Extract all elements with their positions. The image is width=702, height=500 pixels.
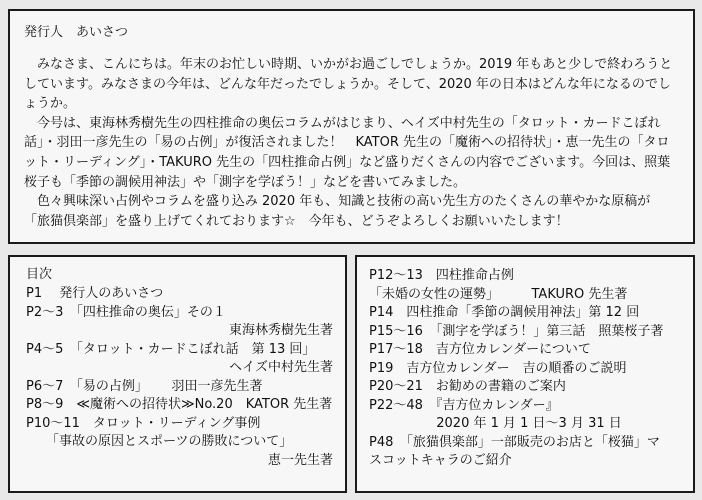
toc-entry: P22～48 『吉方位カレンダー』 (369, 397, 559, 413)
toc-entry: P14 四柱推命「季節の調候用神法」第 12 回 (369, 305, 640, 320)
toc-author: ヘイズ中村先生著 (229, 360, 333, 375)
toc-author: 東海林秀樹先生著 (228, 323, 333, 338)
toc-right-box (355, 255, 695, 493)
toc-left-box (8, 255, 347, 493)
toc-entry: P8～9 ≪魔術への招待状≫No.20 KATOR 先生著 (26, 397, 333, 412)
greeting-paragraph: 今号は、東海林秀樹先生の四柱推命の奥伝コラムがはじまり、ヘイズ中村先生の「タロット・カードこぼれ話」・羽田一彦先生の「易の占例」が復活されました！ KATOR 先生の「魔術への招待状」・恵一先生の「タロット・リーディング」・TAKURO 先生の「四柱推命占例」など盛りだくさんの内容でございます。今回は、照葉桜子も「季節の調候用神法」や「測字を学ぼう！」などを書いてみました。 (24, 115, 671, 190)
toc-entry: 「未婚の女性の運勢」 TAKURO 先生著 (369, 286, 628, 302)
toc-entry: P1 発行人のあいさつ (26, 286, 164, 301)
greeting-box (8, 9, 695, 244)
toc-entry: P15～16 「測字を学ぼう！」第三話 照葉桜子著 (369, 323, 664, 339)
toc-entry: 「事故の原因とスポーツの勝敗について」 (46, 434, 293, 449)
toc-author: 恵一先生著 (267, 452, 333, 468)
toc-entry: スコットキャラのご紹介 (369, 453, 512, 468)
greeting-paragraph: 色々興味深い占例やコラムを盛り込み 2020 年も、知識と技術の高い先生方のたくさんの華やかな原稿が「旅猫倶楽部」を盛り上げてくれております☆ 今年も、どうぞよろしくお願いいたします！ (24, 194, 651, 229)
toc-entry: P19 吉方位カレンダー 吉の順番のご説明 (369, 360, 627, 376)
toc-entry: P12～13 四柱推命占例 (369, 268, 514, 283)
toc-entry: 2020 年 1 月 1 日～3 月 31 日 (436, 416, 622, 431)
toc-entry: P48 「旅猫倶楽部」一部販売のお店と「桜猫」マ (369, 434, 660, 450)
toc-entry: P20～21 お勧めの書籍のご案内 (369, 379, 566, 394)
toc-entry: P17～18 吉方位カレンダーについて (369, 342, 591, 357)
toc-entry: P4～5 「タロット・カードこぼれ話 第 13 回」 (26, 341, 316, 357)
toc-title: 目次 (26, 267, 53, 282)
toc-entry: P2～3 「四柱推命の奥伝」その１ (26, 304, 226, 320)
greeting-title: 発行人 あいさつ (24, 25, 129, 40)
greeting-paragraph: みなさま、こんにちは。年末のお忙しい時期、いかがお過ごしでしょうか。2019 年もあと少しで終わろうとしています。みなさまの今年は、どんな年だったでしょうか。そして、2020 年の日本はどんな年になるのでしょうか。 (24, 57, 673, 112)
toc-entry: P10～11 タロット・リーディング事例 (26, 415, 261, 431)
toc-entry: P6～7 「易の占例」 羽田一彦先生著 (26, 378, 263, 394)
